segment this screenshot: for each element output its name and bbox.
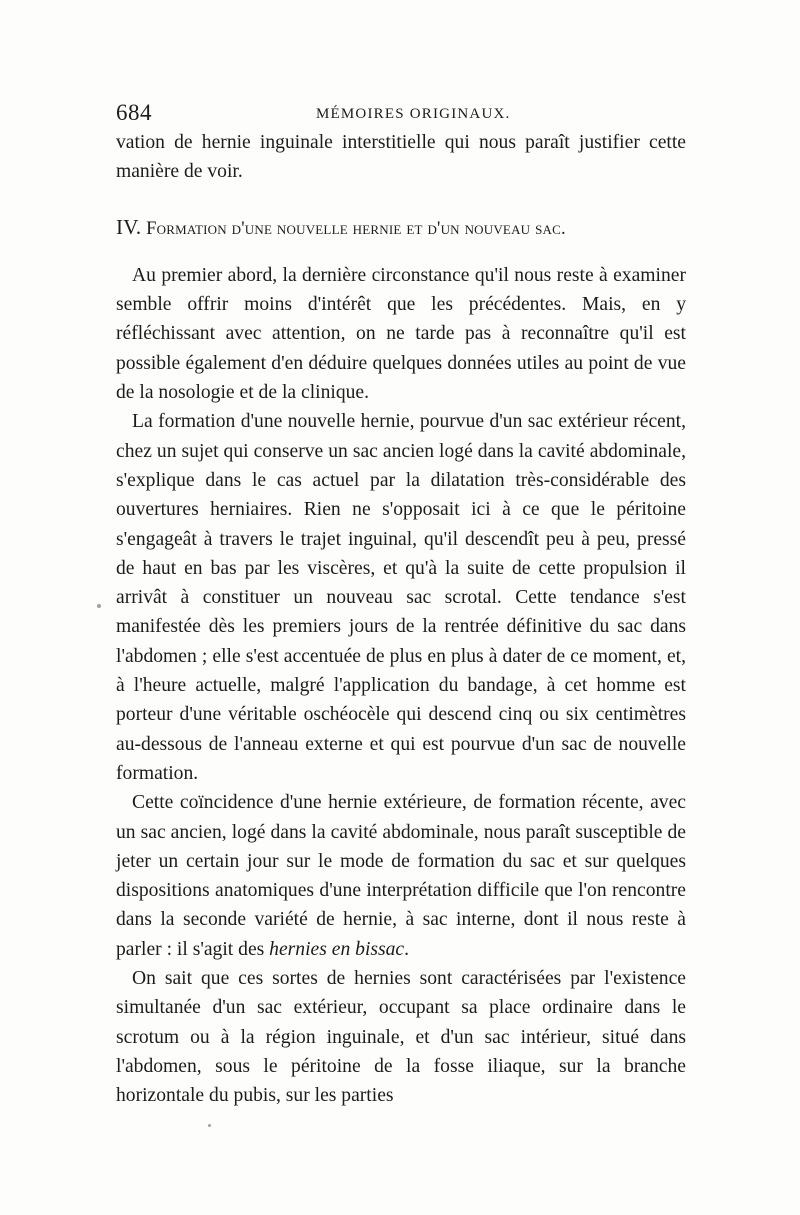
continuation-paragraph: vation de hernie inguinale interstitielle qui nous paraît justifier cette manière de voir.	[116, 132, 686, 183]
section-number: IV.	[116, 214, 142, 239]
paragraph-coincidence	[116, 788, 686, 964]
body-text	[116, 128, 686, 1111]
paragraph-bissac-definition: On sait que ces sortes de hernies sont caractérisées par l'existence simultanée d'un sac extérieur, occupant sa place ordinaire dans le scrotum ou à la région inguinale, et d'un sac intérieur, situé dans l'abdomen, sous le péritoine de la fosse iliaque, sur la branche horizontale du pubis, sur les parties	[116, 968, 686, 1107]
ink-speck	[97, 604, 101, 608]
paragraph-new-hernia: La formation d'une nouvelle hernie, pourvue d'un sac extérieur récent, chez un sujet qui conserve un sac ancien logé dans la cavité abdominale, s'explique dans le cas actuel par la dilatation très-considérable des ouvertures herniaires. Rien ne s'opposait ici à ce que le péritoine s'engageât à travers le trajet inguinal, qu'il descendît peu à peu, pressé de haut en bas par les viscères, et qu'à la suite de cette propulsion il arrivât à constituer un nouveau sac scrotal. Cette tendance s'est manifestée dès les premiers jours de la rentrée définitive du sac dans l'abdomen ; elle s'est accentuée de plus en plus à dater de ce moment, et, à l'heure actuelle, malgré l'application du bandage, à cet homme est porteur d'une véritable oschéocèle qui descend cinq ou six centimètres au-dessous de l'anneau externe et qui est pourvue d'un sac de nouvelle formation.	[116, 411, 686, 784]
section-heading	[116, 213, 686, 244]
paragraph-coincidence-text: Cette coïncidence d'une hernie extérieure, de formation récente, avec un sac ancien, logé dans la cavité abdominale, nous paraît susceptible de jeter un certain jour sur le mode de formation du sac et sur quelques dispositions anatomiques d'une interprétation difficile que l'on rencontre dans la seconde variété de hernie, à sac interne, dont il nous reste à parler : il s'agit des	[116, 792, 686, 960]
paragraph-intro: Au premier abord, la dernière circonstance qu'il nous reste à examiner semble offrir moins d'intérêt que les précédentes. Mais, en y réfléchissant avec attention, on ne tarde pas à reconnaître qu'il est possible également d'en déduire quelques données utiles au point de vue de la nosologie et de la clinique.	[116, 264, 686, 404]
ink-speck	[208, 1124, 211, 1127]
running-head: MÉMOIRES ORIGINAUX.	[316, 106, 511, 122]
paragraph-coincidence-end: .	[404, 938, 410, 960]
page-number: 684	[116, 100, 152, 125]
page-header	[116, 100, 686, 130]
emphasis-hernies-en-bissac: hernies en bissac	[269, 938, 405, 960]
section-title: Formation d'une nouvelle hernie et d'un nouveau sac.	[146, 218, 566, 239]
